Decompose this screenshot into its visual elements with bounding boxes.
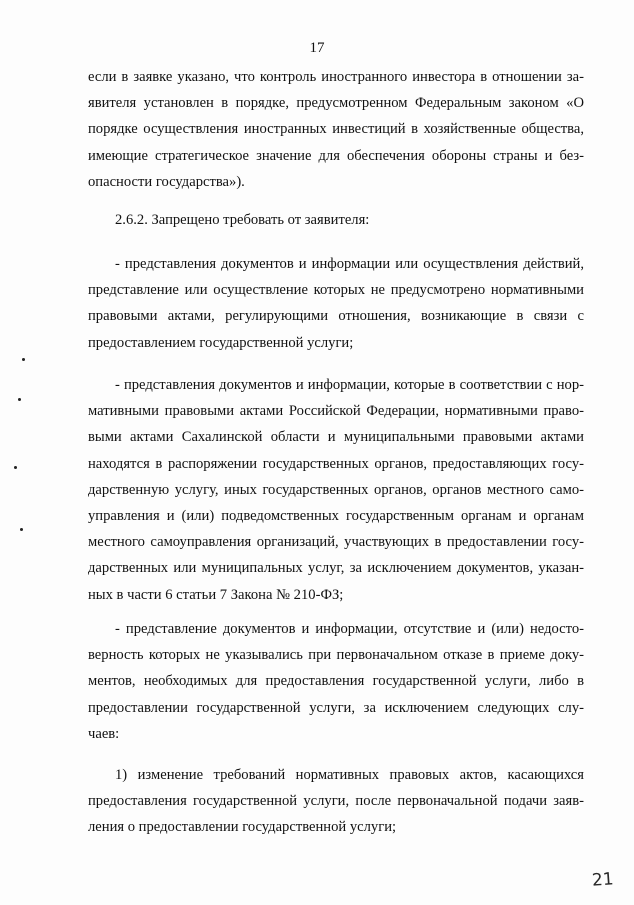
paragraph-case-1 [88, 762, 584, 841]
text-line: 2.6.2. Запрещено требовать от заявителя: [115, 212, 370, 228]
text-line: ментов, необходимых для предоставления государственной услуги, либо в [88, 673, 584, 690]
paragraph-item-1 [88, 251, 584, 356]
text-line: местного самоуправления организаций, участвующих в предоставлении госу- [88, 534, 584, 551]
text-line: - представление документов и информации, отсутствие и (или) недосто- [115, 621, 584, 637]
text-line: предоставлением государственной услуги; [88, 334, 354, 351]
text-line: дарственных или муниципальных услуг, за исключением документов, указан- [88, 560, 584, 577]
text-line: ных в части 6 статьи 7 Закона № 210-ФЗ; [88, 586, 344, 603]
text-line: предоставлении государственной услуги, за исключением следующих слу- [88, 699, 584, 716]
text-line: ления о предоставлении государственной услуги; [88, 819, 397, 836]
text-line: представление или осуществление которых не предусмотрено нормативными [88, 282, 584, 299]
text-line: дарственную услугу, иных государственных органов, органов местного само- [88, 481, 584, 498]
text-line: опасности государства»). [88, 173, 245, 190]
text-line: если в заявке указано, что контроль иностранного инвестора в отношении за- [88, 69, 584, 85]
handwritten-page-mark: 21 [591, 869, 615, 891]
text-line: находятся в распоряжении государственных органов, предоставляющих госу- [88, 455, 584, 472]
text-line: управления и (или) подведомственных государственным органам и органам [88, 508, 584, 525]
scan-dot [22, 358, 25, 361]
text-line: верность которых не указывались при первоначальном отказе в приеме доку- [88, 647, 584, 664]
text-line: предоставления государственной услуги, после первоначальной подачи заяв- [88, 793, 584, 810]
scan-dot [20, 528, 23, 531]
text-line: выми актами Сахалинской области и муниципальными правовыми актами [88, 429, 584, 446]
text-line: явителя установлен в порядке, предусмотренном Федеральным законом «О [88, 95, 584, 112]
text-line: чаев: [88, 725, 120, 742]
scan-dot [18, 398, 21, 401]
paragraph-continuation [88, 64, 584, 195]
page-number: 17 [309, 40, 325, 56]
text-line: порядке осуществления иностранных инвестиций в хозяйственные общества, [88, 121, 584, 138]
text-line: мативными правовыми актами Российской Федерации, нормативными право- [88, 403, 584, 420]
paragraph-item-2 [88, 372, 584, 608]
scan-dot [14, 466, 17, 469]
section-heading-2-6-2 [88, 207, 584, 233]
text-line: имеющие стратегическое значение для обеспечения обороны страны и без- [88, 147, 584, 164]
text-line: 1) изменение требований нормативных правовых актов, касающихся [115, 767, 584, 783]
text-line: - представления документов и информации или осуществления действий, [115, 256, 584, 272]
text-line: правовыми актами, регулирующими отношения, возникающие в связи с [88, 308, 584, 325]
paragraph-item-3 [88, 616, 584, 747]
text-line: - представления документов и информации, которые в соответствии с нор- [115, 377, 584, 393]
